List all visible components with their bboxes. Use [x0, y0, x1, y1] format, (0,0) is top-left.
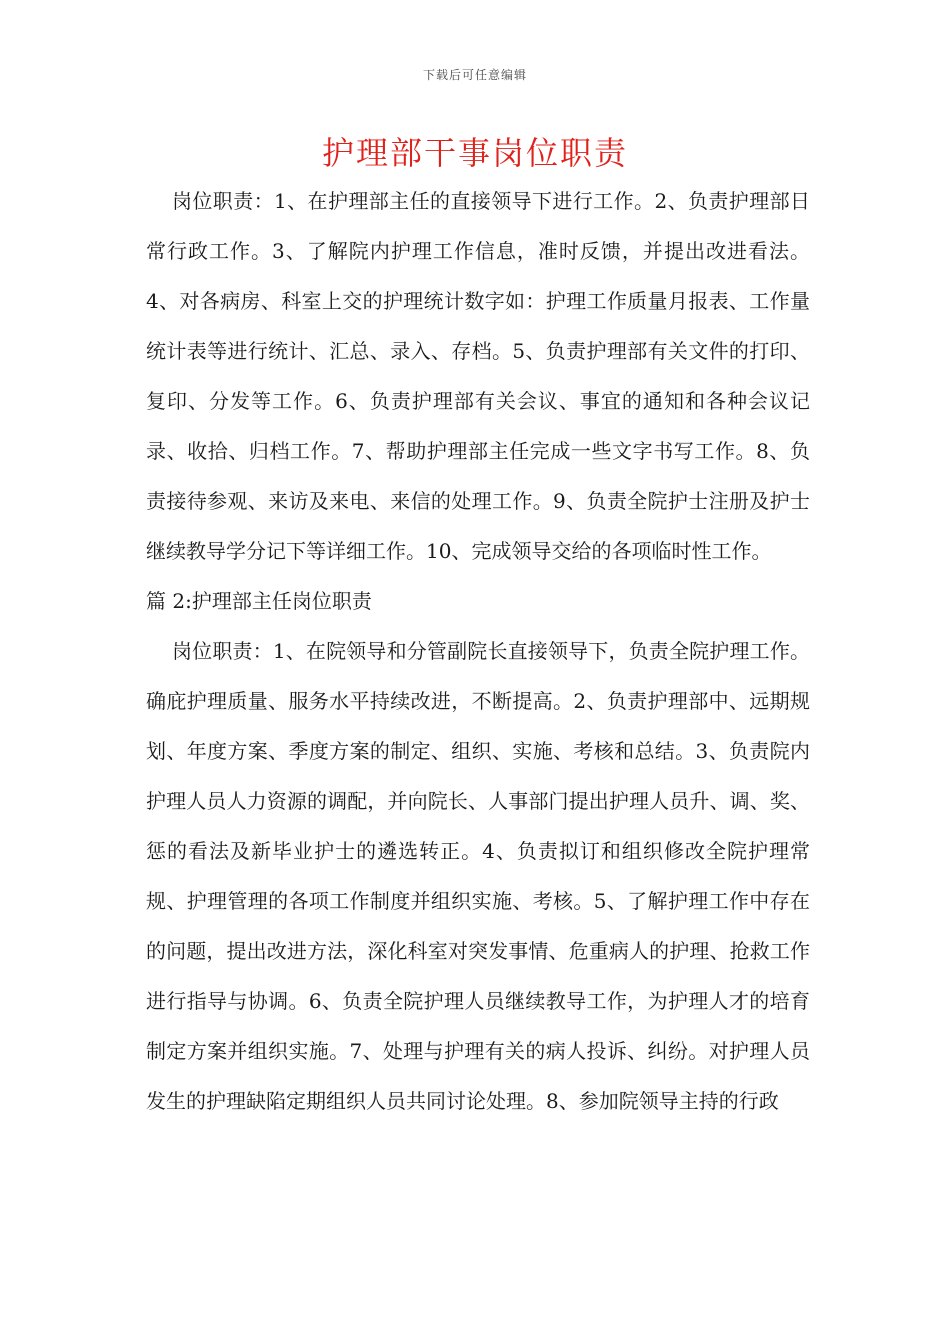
paragraph-duties-officer: 岗位职责：1、在护理部主任的直接领导下进行工作。2、负责护理部日常行政工作。3、了解院内护理工作信息，准时反馈，并提出改进看法。4、对各病房、科室上交的护理统计数字如：护理工作质量月报表、工作量统计表等进行统计、汇总、录入、存档。5、负责护理部有关文件的打印、复印、分发等工作。6、负责护理部有关会议、事宜的通知和各种会议记录、收拾、归档工作。7、帮助护理部主任完成一些文字书写工作。8、负责接待参观、来访及来电、来信的处理工作。9、负责全院护士注册及护士继续教导学分记下等详细工作。10、完成领导交给的各项临时性工作。	[146, 189, 810, 563]
document-title: 护理部干事岗位职责	[321, 134, 628, 172]
section-heading: 篇 2:护理部主任岗位职责	[146, 589, 372, 613]
document-body	[146, 176, 810, 1126]
header-note: 下载后可任意编辑	[422, 68, 527, 82]
paragraph-duties-director: 岗位职责：1、在院领导和分管副院长直接领导下，负责全院护理工作。确庇护理质量、服务水平持续改进，不断提高。2、负责护理部中、远期规划、年度方案、季度方案的制定、组织、实施、考核和总结。3、负责院内护理人员人力资源的调配，并向院长、人事部门提出护理人员升、调、奖、惩的看法及新毕业护士的遴选转正。4、负责拟订和组织修改全院护理常规、护理管理的各项工作制度并组织实施、考核。5、了解护理工作中存在的问题，提出改进方法，深化科室对突发事情、危重病人的护理、抢救工作进行指导与协调。6、负责全院护理人员继续教导工作，为护理人才的培育制定方案并组织实施。7、处理与护理有关的病人投诉、纠纷。对护理人员发生的护理缺陷定期组织人员共同讨论处理。8、参加院领导主持的行政	[146, 639, 810, 1113]
